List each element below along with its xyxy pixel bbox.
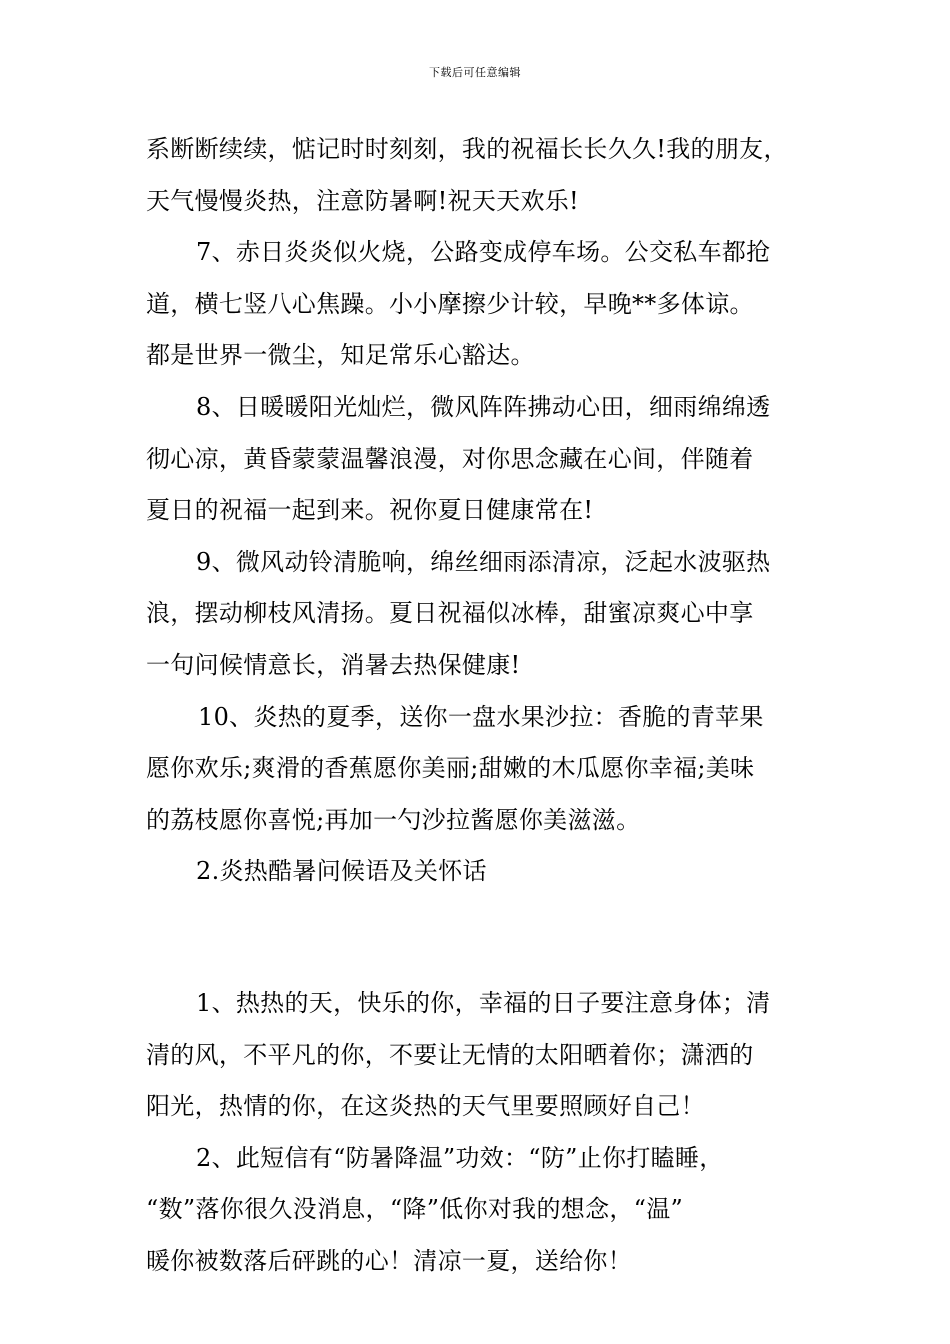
- text-line: 2、此短信有“防暑降温”功效：“防”止你打瞌睡，: [196, 1143, 724, 1172]
- section2-item-1: [146, 978, 814, 1133]
- text-line: 阳光，热情的你，在这炎热的天气里要照顾好自己！: [146, 1092, 705, 1121]
- page-header-note: 下载后可任意编辑: [429, 66, 521, 79]
- spacer: [146, 898, 814, 978]
- text-line: 天气慢慢炎热，注意防暑啊!祝天天欢乐!: [146, 186, 579, 215]
- text-line: 都是世界一微尘，知足常乐心豁达。: [146, 341, 535, 370]
- list-item-8: [146, 382, 814, 537]
- list-item-7: [146, 227, 814, 382]
- text-line: 8、日暖暖阳光灿烂，微风阵阵拂动心田，细雨绵绵透: [196, 392, 771, 421]
- text-line: 浪，摆动柳枝风清扬。夏日祝福似冰棒，甜蜜凉爽心中享: [146, 599, 754, 628]
- text-line: 暖你被数落后砰跳的心！清凉一夏，送给你！: [146, 1246, 632, 1275]
- list-item-9: [146, 537, 814, 692]
- text-line: 10、炎热的夏季，送你一盘水果沙拉：香脆的青苹果: [198, 702, 764, 731]
- document-body: [146, 124, 814, 1287]
- list-item-10: [146, 692, 814, 847]
- paragraph-continuation: [146, 124, 814, 227]
- text-line: 一句问候情意长，消暑去热保健康!: [146, 650, 521, 679]
- section-heading: [146, 846, 814, 898]
- text-line: 道，横七竖八心焦躁。小小摩擦少计较，早晚**多体谅。: [146, 289, 754, 318]
- text-line: 1、热热的天，快乐的你，幸福的日子要注意身体；清: [196, 988, 771, 1017]
- text-line: “数”落你很久没消息，“降”低你对我的想念，“温”: [146, 1195, 684, 1224]
- text-line: 9、微风动铃清脆响，绵丝细雨添清凉，泛起水波驱热: [196, 547, 771, 576]
- text-line: 系断断续续，惦记时时刻刻，我的祝福长长久久!我的朋友，: [146, 135, 788, 163]
- text-line: 7、赤日炎炎似火烧，公路变成停车场。公交私车都抢: [196, 238, 771, 267]
- text-line: 的荔枝愿你喜悦;再加一勺沙拉酱愿你美滋滋。: [146, 805, 641, 834]
- section-title: 2.炎热酷暑问候语及关怀话: [196, 857, 487, 886]
- text-line: 彻心凉，黄昏蒙蒙温馨浪漫，对你思念藏在心间，伴随着: [146, 444, 754, 473]
- text-line: 清的风，不平凡的你，不要让无情的太阳晒着你；潇洒的: [146, 1040, 754, 1069]
- text-line: 夏日的祝福一起到来。祝你夏日健康常在!: [146, 496, 594, 525]
- section2-item-2: [146, 1133, 814, 1288]
- text-line: 愿你欢乐;爽滑的香蕉愿你美丽;甜嫩的木瓜愿你幸福;美味: [146, 754, 755, 783]
